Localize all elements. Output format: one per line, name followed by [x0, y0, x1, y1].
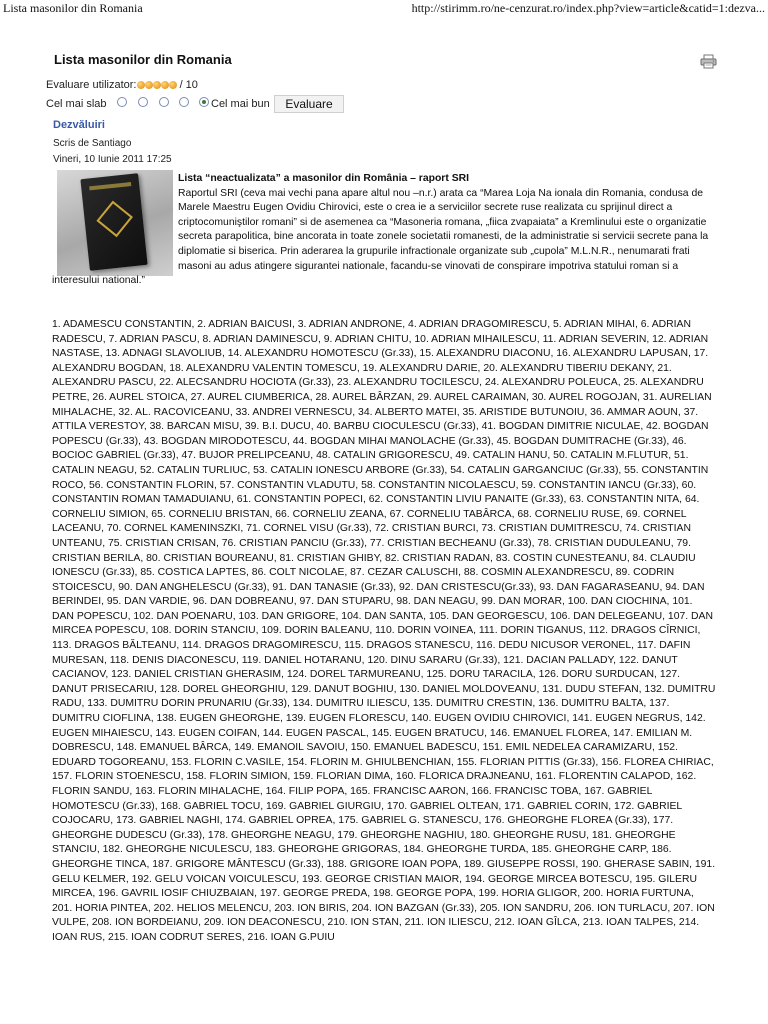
star-icon: [161, 81, 169, 89]
article-intro: [52, 172, 716, 289]
vote-best-label: Cel mai bun: [211, 98, 270, 110]
star-icon: [153, 81, 161, 89]
vote-radio-3[interactable]: [159, 97, 169, 107]
names-list: 1. ADAMESCU CONSTANTIN, 2. ADRIAN BAICUSI, 3. ADRIAN ANDRONE, 4. ADRIAN DRAGOMIRESCU, 5. ADRIAN MIHAI, 6. ADRIAN RADESCU, 7. ADRIAN PASCU, 8. ADRIAN DAMINESCU, 9. ADRIAN CHITU, 10. ADRIAN MIHAILESCU, 11. ADRIAN SEVERIN, 12. ADRIAN NASTASE, 13. ADNAGI SLAVOLIUB, 14. ALEXANDRU HOMOTESCU (Gr.33), 15. ALEXANDRU DIACONU, 16. ALEXANDRU LAPUSAN, 17. ALEXANDRU BOGDAN, 18. ALEXANDRU VALENTIN TOMESCU, 19. ALEXANDRU DARIE, 20. ALEXANDRU TIBERIU DEKANY, 21. ALEXANDRU PASCU, 22. ALECSANDRU HOCIOTA (Gr.33), 23. ALEXANDRU TOCILESCU, 24. ALEXANDRU POLEUCA, 25. ALEXANDRU PETRE, 26. AUREL STOICA, 27. AUREL CIUMBERICA, 28. AUREL BÂRZAN, 29. AUREL CARAIMAN, 30. AUREL ROGOJAN, 31. AURELIAN MIHALACHE, 32. AL. RACOVICEANU, 33. ANDREI VERNESCU, 34. ALBERTO MATEI, 35. ARISTIDE BUTUNOIU, 36. AMMAR AOUN, 37. ATTILA VERESTOY, 38. BARCAN MISU, 39. B.I. DUCU, 40. BARBU CIOCULESCU (Gr.33), 41. BOGDAN DIMITRIE NICULAE, 42. BOGDAN POPESCU (Gr.33), 43. BOGDAN MIRODOTESCU, 44. BOGDAN MIHAI MANOLACHE (Gr.33), 45. BOGDAN DUMITRACHE (Gr.33), 46. BOCIOC GABRIEL (Gr.33), 47. BUJOR PRELIPCEANU, 48. CATALIN GRIGORESCU, 49. CATALIN HANU, 50. CATALIN M.FLUTUR, 51. CATALIN NEAGU, 52. CATALIN TURLIUC, 53. CATALIN IONESCU ARBORE (Gr.33), 54. CATALIN GARGANCIUC (Gr.33), 55. CONSTANTIN ROCO, 56. CONSTANTIN FLORIN, 57. CONSTANTIN VLADUTU, 58. CONSTANTIN NICOLAESCU, 59. CONSTANTIN IANCU (Gr.33), 60. CONSTANTIN ROMAN TAMADUIANU, 61. CONSTANTIN POPECI, 62. CONSTANTIN LIVIU PANAITE (Gr.33), 63. CONSTANTIN NITA, 64. CORNELIU SIMION, 65. CORNELIU BRISTAN, 66. CORNELIU ZEANA, 67. CORNELIU TABÂRCA, 68. CORNELIU RUSE, 69. CORNEL LACEANU, 70. CORNEL KAMENINSZKI, 71. CORNEL VISU (Gr.33), 72. CRISTIAN BURCI, 73. CRISTIAN DUMITRESCU, 74. CRISTIAN UNTEANU, 75. CRISTIAN CRISAN, 76. CRISTIAN PANCIU (Gr.33), 77. CRISTIAN BECHEANU (Gr.33), 78. CRISTIAN DUDULEANU, 79. CRISTIAN BERILA, 80. CRISTIAN BOUREANU, 81. CRISTIAN GHIBY, 82. CRISTIAN RADAN, 83. COSTIN CUNESTEANU, 84. CLAUDIU IONESCU (Gr.33), 85. COSTICA LAPTES, 86. COLT NICOLAE, 87. CEZAR CALUSCHI, 88. COSMIN ALEXANDRESCU, 89. CODRIN STOICESCU, 90. DAN ANGHELESCU (Gr.33), 91. DAN TANASIE (Gr.33), 92. DAN CRISTESCU(Gr.33), 93. DAN FAGARASEANU, 94. DAN BERINDEI, 95. DAN VARDIE, 96. DAN DOBREANU, 97. DAN STUPARU, 98. DAN NEAGU, 99. DAN MORAR, 100. DAN CIOCHINA, 101. DAN POPESCU, 102. DAN POENARU, 103. DAN GRIGORE, 104. DAN SANTA, 105. DAN GEORGESCU, 106. DAN DELEGEANU, 107. DAN MIRCEA POPESCU, 108. DORIN STANCIU, 109. DORIN BALEANU, 110. DORIN VOINEA, 111. DORIN TIGANUS, 112. DRAGOS CÎRNICI, 113. DRAGOS BĂLTEANU, 114. DRAGOS DRAGOMIRESCU, 115. DRAGOS STANESCU, 116. DEDU NICUSOR VERONEL, 117. DAFIN MURESAN, 118. DENIS DIACONESCU, 119. DANIEL HOTARANU, 120. DINU SARARU (Gr.33), 121. DACIAN PALLADY, 122. DANUT CACIANOV, 123. DANIEL CRISTIAN GHERASIM, 124. DOREL TARMUREANU, 125. DORU TARACILA, 126. DORU SURDUCAN, 127. DANUT PRISECARIU, 128. DOREL GHEORGHIU, 129. DANUT BOGHIU, 130. DANIEL MOLDOVEANU, 131. DUDU STEFAN, 132. DUMITRU RADU, 133. DUMITRU DORIN PRUNARIU (Gr.33), 134. DUMITRU ILIESCU, 135. DUMITRU CRESTIN, 136. DUMITRU BALTA, 137. DUMITRU CIOFLINA, 138. EUGEN GHEORGHE, 139. EUGEN FLORESCU, 140. EUGEN OVIDIU CHIROVICI, 141. EUGEN NEGRUS, 142. EUGEN MIHAIESCU, 143. EUGEN COIFAN, 144. EUGEN PASCAL, 145. EUGEN BRATUCU, 146. EMANUEL FLOREA, 147. EMILIAN M. DOBRESCU, 148. EMANUEL BÂRCA, 149. EMANOIL SAVOIU, 150. EMANUEL BADESCU, 151. EMIL NEDELEA CARAMIZARU, 152. EDUARD TOGOREANU, 153. FLORIN C.VASILE, 154. FLORIN M. GHIULBENCHIAN, 155. FLORIAN PITTIS (Gr.33), 156. FLOREA CHIRIAC, 157. FLORIN STOENESCU, 158. FLORIN SIMION, 159. FLORIAN DIMA, 160. FLORICA DRAJNEANU, 161. FLORENTIN CALAPOD, 162. FLORIN SANDU, 163. FLORIN MIHALACHE, 164. FILIP POPA, 165. FRANCISC AARON, 166. FRANCISC TOBA, 167. GABRIEL HOMOTESCU (Gr.33), 168. GABRIEL TOCU, 169. GABRIEL GIURGIU, 170. GABRIEL OLTEAN, 171. GABRIEL CORIN, 172. GABRIEL COJOCARU, 173. GABRIEL NAGHI, 174. GABRIEL OPREA, 175. GABRIEL G. STANESCU, 176. GHEORGHE FLOREA (Gr.33), 177. GHEORGHE DUDESCU (Gr.33), 178. GHEORGHE NEAGU, 179. GHEORGHE NAGHIU, 180. GHEORGHE RUSU, 181. GHEORGHE STANCIU, 182. GHEORGHE NICULESCU, 183. GHEORGHE GRIGORAS, 184. GHEORGHE TURDA, 185. GHEORGHE CARP, 186. GHEORGHE TINCA, 187. GRIGORE MÂNTESCU (Gr.33), 188. GRIGORE IOAN POPA, 189. GIUSEPPE ROSSI, 190. GHERASE SABIN, 191. GELU KELMER, 192. GELU VOICAN VOICULESCU, 193. GEORGE CRISTIAN MAIOR, 194. GEORGE MIRCEA BOTESCU, 195. GILERU MIRCEA, 196. GAVRIL IOSIF CHIUZBAIAN, 197. GEORGE PREDA, 198. GEORGE POPA, 199. HORIA GLIGOR, 200. HORIA FURTUNA, 201. HORIA PINTEA, 202. HELIOS MELENCU, 203. ION BIRIS, 204. ION BAZGAN (Gr.33), 205. ION SANDRU, 206. ION TURLACU, 207. ION VULPE, 208. ION BORDEIANU, 209. ION DEACONESCU, 210. ION STAN, 211. ION ILIESCU, 212. IOAN GÎLCA, 213. IOAN TALPES, 214. IOAN RUS, 215. IOAN CODRUT SERES, 216. IOAN G.PUIU: [52, 319, 716, 943]
print-header-url: http://stirimm.ro/ne-cenzurat.ro/index.php?view=article&catid=1:dezva...: [411, 1, 765, 15]
vote-radio-1[interactable]: [117, 97, 127, 107]
user-rating: [46, 79, 198, 92]
intro-text: Raportul SRI (ceva mai vechi pana apare altul nou –n.r.) arata ca “Marea Loja Na ionala din Romania, condusa de Marele Maestru Eugen Ovidiu Chirovici, este o crea ie a serviciilor secrete ruse realizata cu sprijinul direct a criptocomuniştilor romani” si de asemenea ca “Masoneria romana, „fiica zvapaiata” a Kremlinului este o organizatie secreta parapolitica, bine ancorata in toate zonele societatii romanesti, de la administratie si servicii secrete pana la diplomatie si biserica. Prin aderarea la grupurile infractionale organizate sub „cupola” M.L.N.R., nenumarati frati masoni au adus atingere sigurantei nationale, facandu-se vinovati de conspirare impotriva statului roman si a interesului national.”: [52, 187, 709, 287]
publish-date: Vineri, 10 Iunie 2011 17:25: [53, 154, 172, 165]
vote-radio-2[interactable]: [138, 97, 148, 107]
author: Scris de Santiago: [53, 138, 132, 149]
rating-max: / 10: [179, 79, 198, 91]
vote-button[interactable]: Evaluare: [274, 95, 344, 113]
print-header: [0, 0, 768, 20]
star-icon: [137, 81, 145, 89]
printer-icon[interactable]: [700, 54, 717, 69]
star-icon: [169, 81, 177, 89]
star-icon: [145, 81, 153, 89]
rating-label: Evaluare utilizator:: [46, 79, 137, 91]
vote-radio-4[interactable]: [179, 97, 189, 107]
category-link[interactable]: Dezvăluiri: [53, 119, 105, 131]
intro-heading: Lista “neactualizata” a masonilor din România – raport SRI: [178, 173, 470, 184]
print-header-title: Lista masonilor din Romania: [3, 1, 143, 15]
rating-stars: [137, 80, 177, 92]
article-title: Lista masonilor din Romania: [54, 52, 232, 67]
vote-worst-label: Cel mai slab: [46, 98, 107, 110]
vote-radio-5[interactable]: [199, 97, 209, 107]
